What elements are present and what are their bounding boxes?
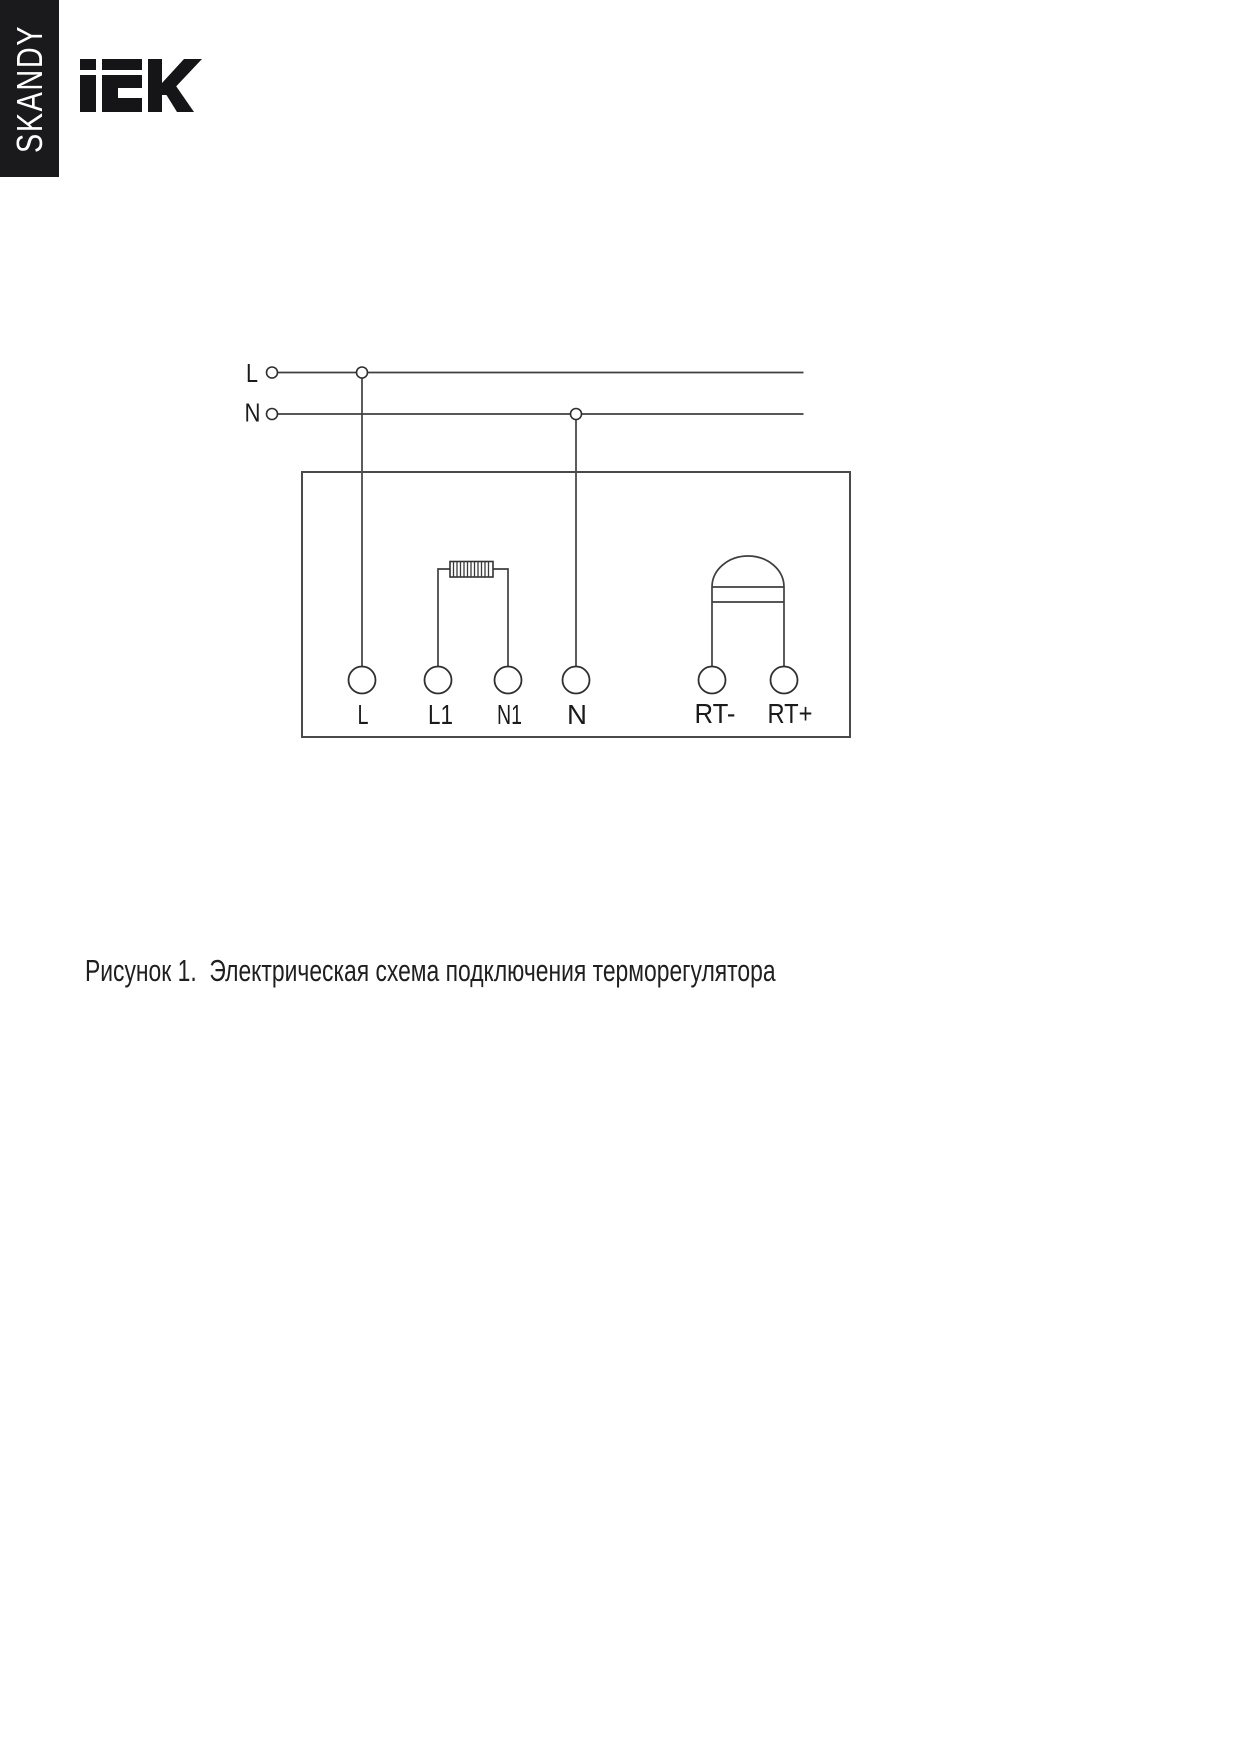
terminal-rt-plus: [771, 667, 798, 694]
terminal-n: [563, 667, 590, 694]
supply-terminal-l: [267, 367, 278, 378]
terminal-label-l1: L1: [428, 699, 453, 730]
supply-terminal-n: [267, 409, 278, 420]
junction-node-n: [571, 409, 582, 420]
terminal-l1: [425, 667, 452, 694]
sensor-leads: [712, 587, 784, 667]
terminal-rt-minus: [699, 667, 726, 694]
terminal-label-n1: N1: [497, 699, 522, 730]
terminal-n1: [495, 667, 522, 694]
terminal-label-rt-plus: RT+: [767, 698, 813, 729]
terminal-label-n: N: [567, 699, 587, 730]
figure-caption: Рисунок 1. Электрическая схема подключения терморегулятора: [85, 954, 776, 988]
sensor-dome: [712, 556, 784, 587]
sensor-body-lines: [712, 587, 784, 602]
terminal-label-rt-minus: RT-: [694, 698, 736, 729]
supply-label-n: N: [244, 397, 261, 428]
terminal-l: [349, 667, 376, 694]
junction-node-l: [357, 367, 368, 378]
terminal-label-l: L: [357, 699, 369, 730]
supply-label-l: L: [246, 358, 258, 388]
brand-label: SKANDY: [8, 24, 50, 153]
heating-element-leads: [438, 569, 508, 667]
